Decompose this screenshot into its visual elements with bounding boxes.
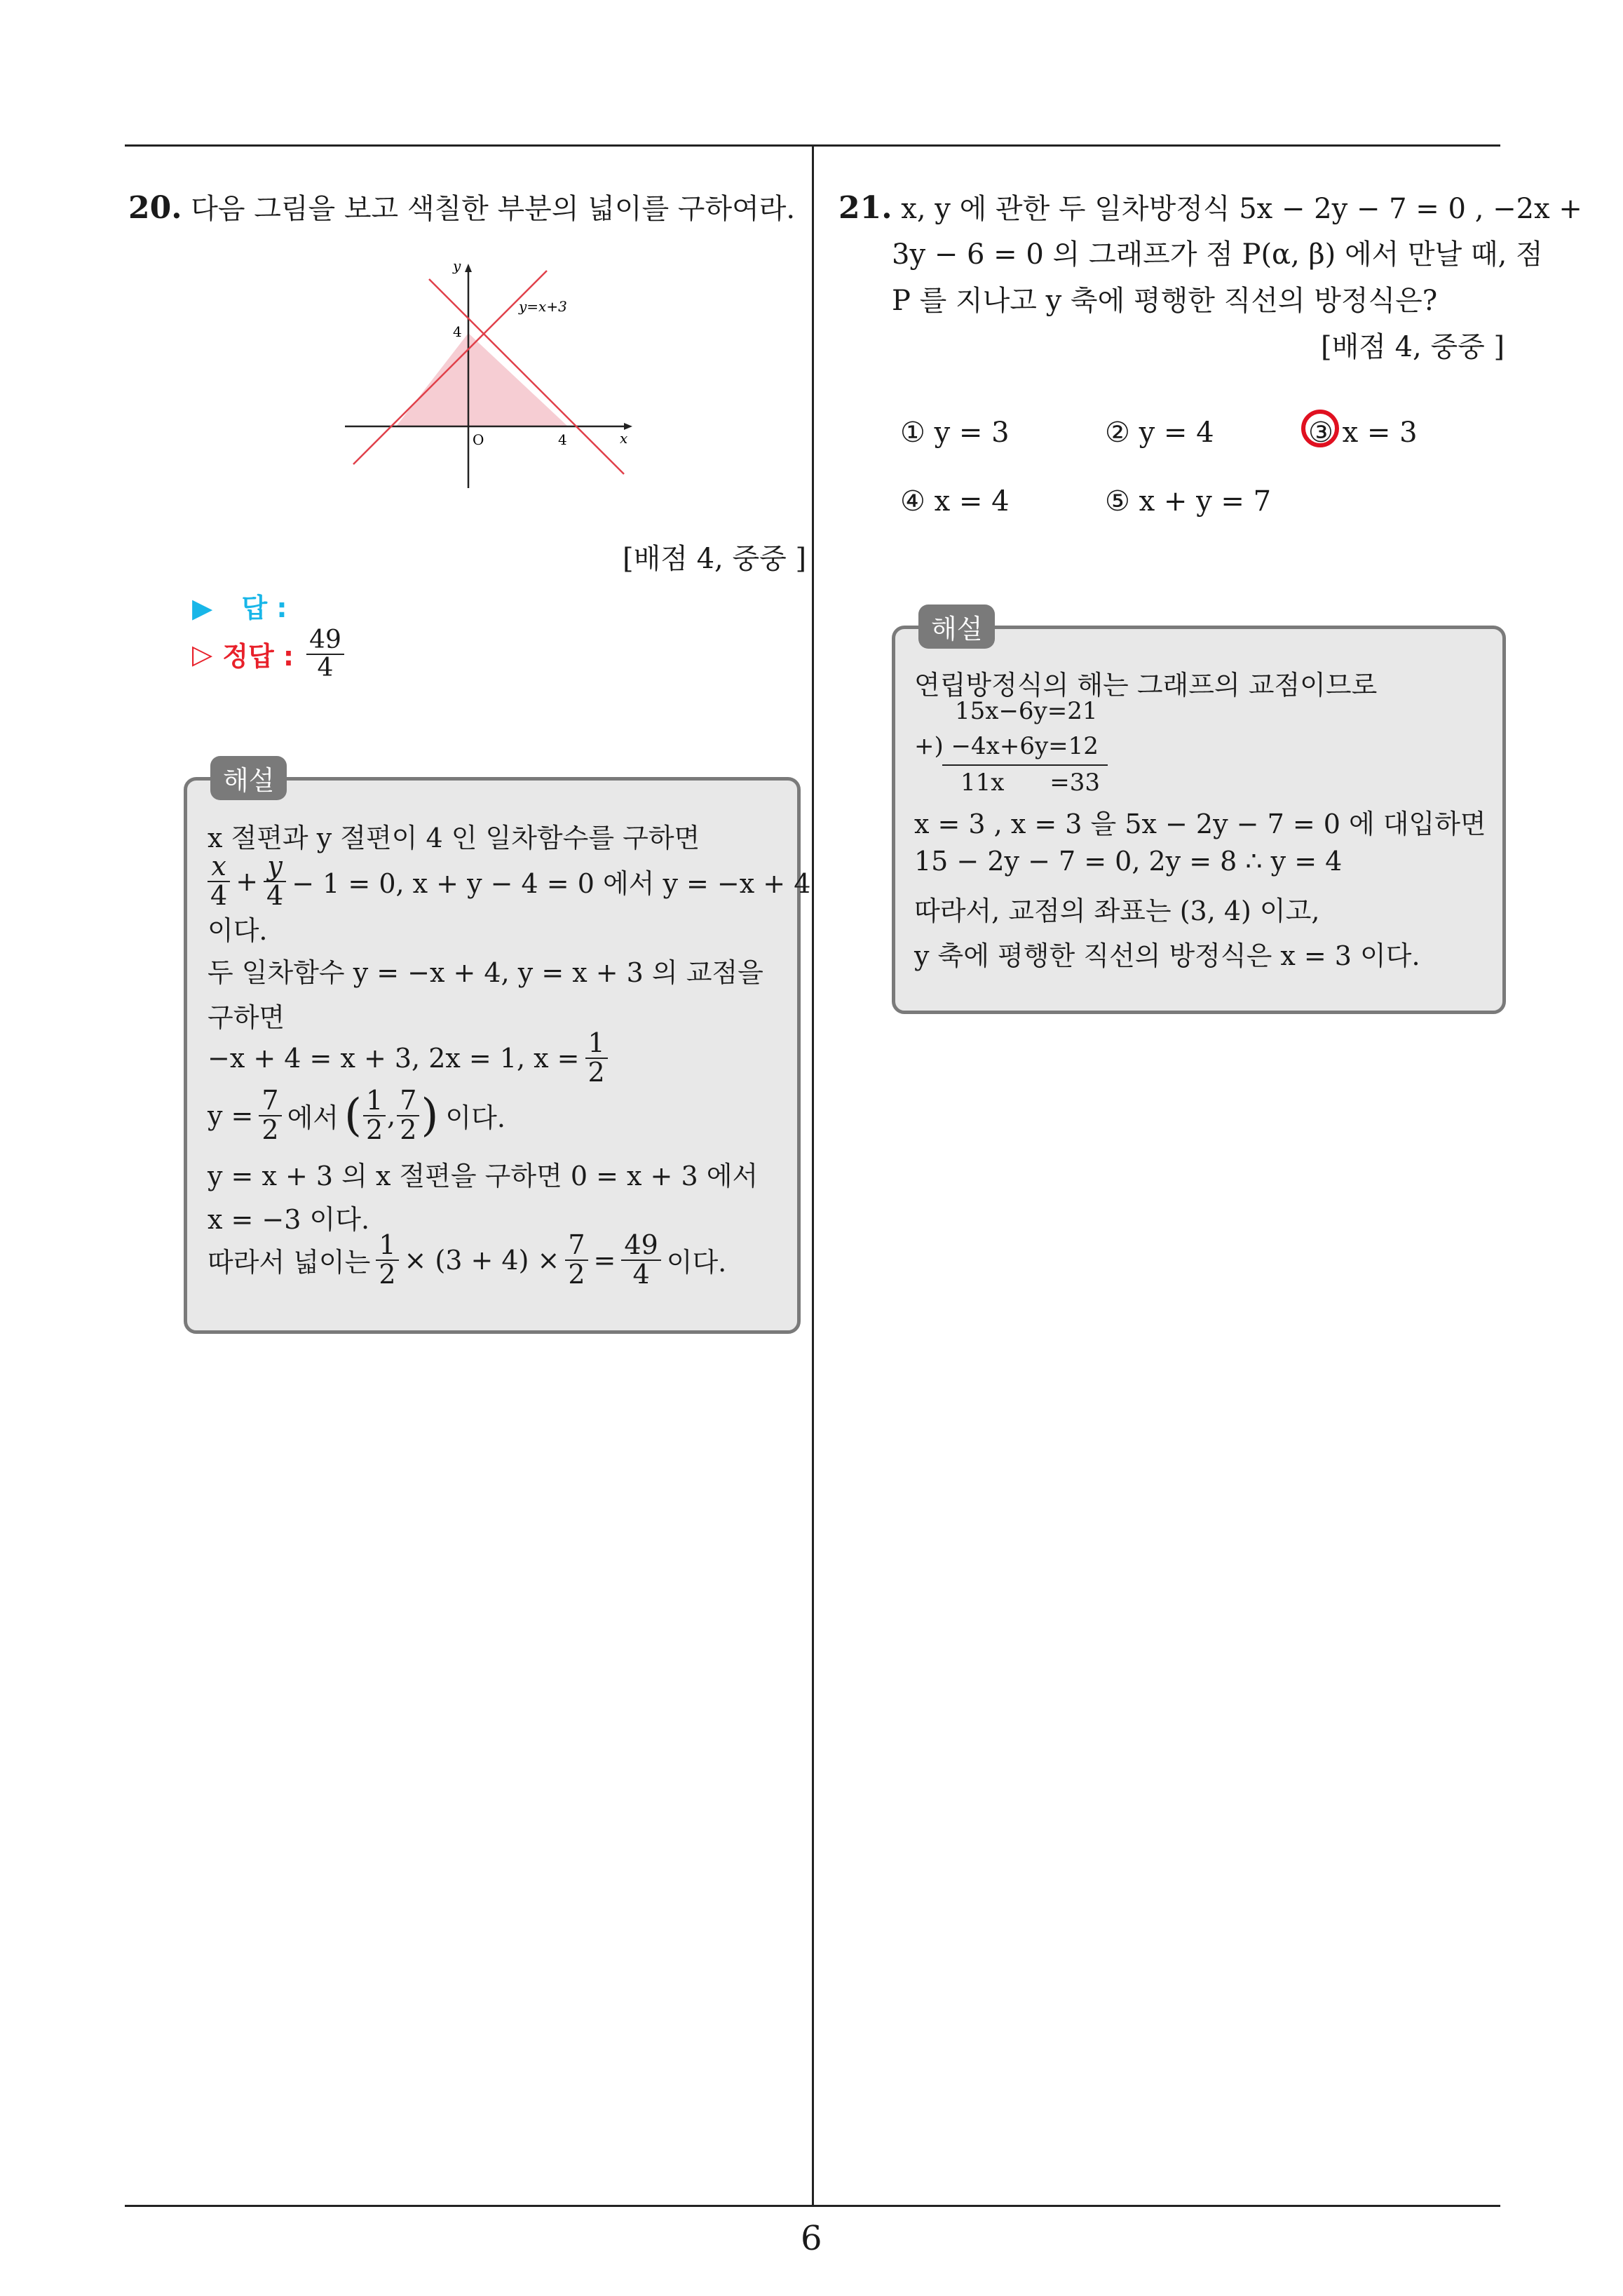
- choice-4[interactable]: ④ x = 4: [900, 485, 1010, 518]
- frac-point-y: $\frac{7}{2}$: [397, 1087, 419, 1144]
- frac-x-over-4: $\frac{x}{4}$: [208, 853, 230, 910]
- bottom-rule: [125, 2205, 1500, 2207]
- q20-sol-l7b: 에서: [287, 1102, 339, 1134]
- origin-label: O: [473, 431, 484, 448]
- q20-sol-l7a: y =: [208, 1100, 254, 1131]
- q20-answer-row: [192, 586, 287, 625]
- q20-sol-l7-row: y = $\frac{7}{2}$ 에서 ( $\frac{1}{2}$ , $\frac{7}{2}$ ) 이다.: [208, 1085, 505, 1145]
- subtraction-rule: [942, 764, 1108, 766]
- answer-label: 답 :: [241, 593, 287, 623]
- frac-point-x: $\frac{1}{2}$: [363, 1087, 386, 1144]
- q20-sol-l5: 구하면: [208, 1002, 285, 1033]
- frac-7-over-2: $\frac{7}{2}$: [259, 1087, 281, 1144]
- correct-numerator: 49: [306, 627, 344, 655]
- correct-denominator: 4: [317, 653, 334, 682]
- q20-number: 20.: [128, 190, 182, 226]
- q21-sol-l7: 따라서, 교점의 좌표는 (3, 4) 이고,: [914, 896, 1320, 926]
- q21-sol-l8: y 축에 평행한 직선의 방정식은 x = 3 이다.: [914, 940, 1420, 971]
- q20-sol-l6: −x + 4 = x + 3, 2x = 1, x =: [208, 1042, 580, 1074]
- q20-score: [배점 4, 중중 ]: [623, 543, 807, 575]
- page-number: 6: [801, 2219, 822, 2258]
- correct-label: 정답 :: [222, 641, 294, 673]
- selected-answer-circle: [1301, 410, 1339, 447]
- q20-sol-l4: 두 일차함수 y = −x + 4, y = x + 3 의 교점을: [208, 957, 763, 988]
- q21-stem-l1: [838, 185, 1582, 232]
- q21-number: 21.: [838, 190, 892, 226]
- q21-line1: x, y 에 관한 두 일차방정식 5x − 2y − 7 = 0 , −2x +: [901, 193, 1582, 225]
- q21-line3: P 를 지나고 y 축에 평행한 직선의 방정식은?: [892, 285, 1438, 317]
- q20-sol-l2: − 1 = 0, x + y − 4 = 0 에서 y = −x + 4: [292, 868, 811, 900]
- frac-seven-half: $\frac{7}{2}$: [565, 1231, 588, 1289]
- q20-correct-row: [192, 627, 350, 682]
- y-tick-4: 4: [453, 323, 462, 340]
- q20-stem: [128, 185, 795, 232]
- shaded-region: [396, 333, 568, 426]
- q20-sol-l2-row: $\frac{x}{4}$ + $\frac{y}{4}$ − 1 = 0, x + y − 4 = 0 에서 y = −x + 4: [208, 853, 810, 910]
- q20-sol-l8: y = x + 3 의 x 절편을 구하면 0 = x + 3 에서: [208, 1161, 759, 1191]
- q21-sol-l2: 15x−6y=21: [955, 697, 1098, 725]
- y-axis-label: y: [453, 257, 461, 274]
- frac-result: $\frac{49}{4}$: [621, 1231, 660, 1289]
- choice-1[interactable]: ① y = 3: [900, 417, 1010, 449]
- choice-3[interactable]: ③ x = 3: [1308, 417, 1418, 449]
- q20-sol-l10a: 따라서 넓이는: [208, 1247, 371, 1278]
- correct-fraction: [306, 627, 344, 682]
- q21-sol-l6: 15 − 2y − 7 = 0, 2y = 8 ∴ y = 4: [914, 846, 1343, 877]
- x-axis-arrow: [624, 423, 632, 430]
- q21-solution-tag: 해설: [918, 605, 995, 649]
- choice-5[interactable]: ⑤ x + y = 7: [1105, 485, 1272, 518]
- q21-line2: 3y − 6 = 0 의 그래프가 점 P(α, β) 에서 만날 때, 점: [892, 238, 1543, 271]
- q20-sol-l10d: 이다.: [666, 1247, 727, 1278]
- q21-sol-l1: 연립방정식의 해는 그래프의 교점이므로: [914, 670, 1378, 701]
- correct-arrow-icon: ▷: [192, 638, 213, 670]
- q20-sol-l10c: =: [593, 1244, 616, 1276]
- x-axis-label: x: [620, 430, 628, 447]
- q20-sol-l6-row: [208, 1029, 613, 1087]
- frac-y-over-4: $\frac{y}{4}$: [264, 853, 286, 910]
- q20-sol-l9: x = −3 이다.: [208, 1204, 370, 1235]
- frac-1-over-2: $\frac{1}{2}$: [585, 1029, 608, 1087]
- y-axis-arrow: [465, 264, 472, 272]
- q20-text: 다음 그림을 보고 색칠한 부분의 넓이를 구하여라.: [191, 193, 796, 225]
- q20-graph: [335, 250, 645, 495]
- q21-sol-l3: +) −4x+6y=12: [914, 732, 1099, 760]
- q21-sol-l4: 11x =33: [960, 769, 1101, 797]
- x-tick-4: 4: [558, 431, 567, 448]
- q20-sol-l1: x 절편과 y 절편이 4 인 일차함수를 구하면: [208, 823, 700, 853]
- q21-sol-l5: x = 3 , x = 3 을 5x − 2y − 7 = 0 에 대입하면: [914, 809, 1486, 839]
- answer-arrow-icon: ▶: [192, 593, 213, 623]
- column-divider: [812, 144, 814, 2206]
- q20-sol-l3: 이다.: [208, 915, 268, 946]
- q20-sol-l10-row: [208, 1231, 726, 1289]
- line-label: y=x+3: [519, 298, 567, 315]
- frac-half: $\frac{1}{2}$: [376, 1231, 398, 1289]
- q21-score: [배점 4, 중중 ]: [1321, 331, 1505, 363]
- q20-sol-l7c: 이다.: [445, 1102, 505, 1134]
- q20-solution-tag: 해설: [210, 756, 287, 800]
- choice-2[interactable]: ② y = 4: [1105, 417, 1214, 449]
- q20-sol-l10b: × (3 + 4) ×: [404, 1244, 560, 1276]
